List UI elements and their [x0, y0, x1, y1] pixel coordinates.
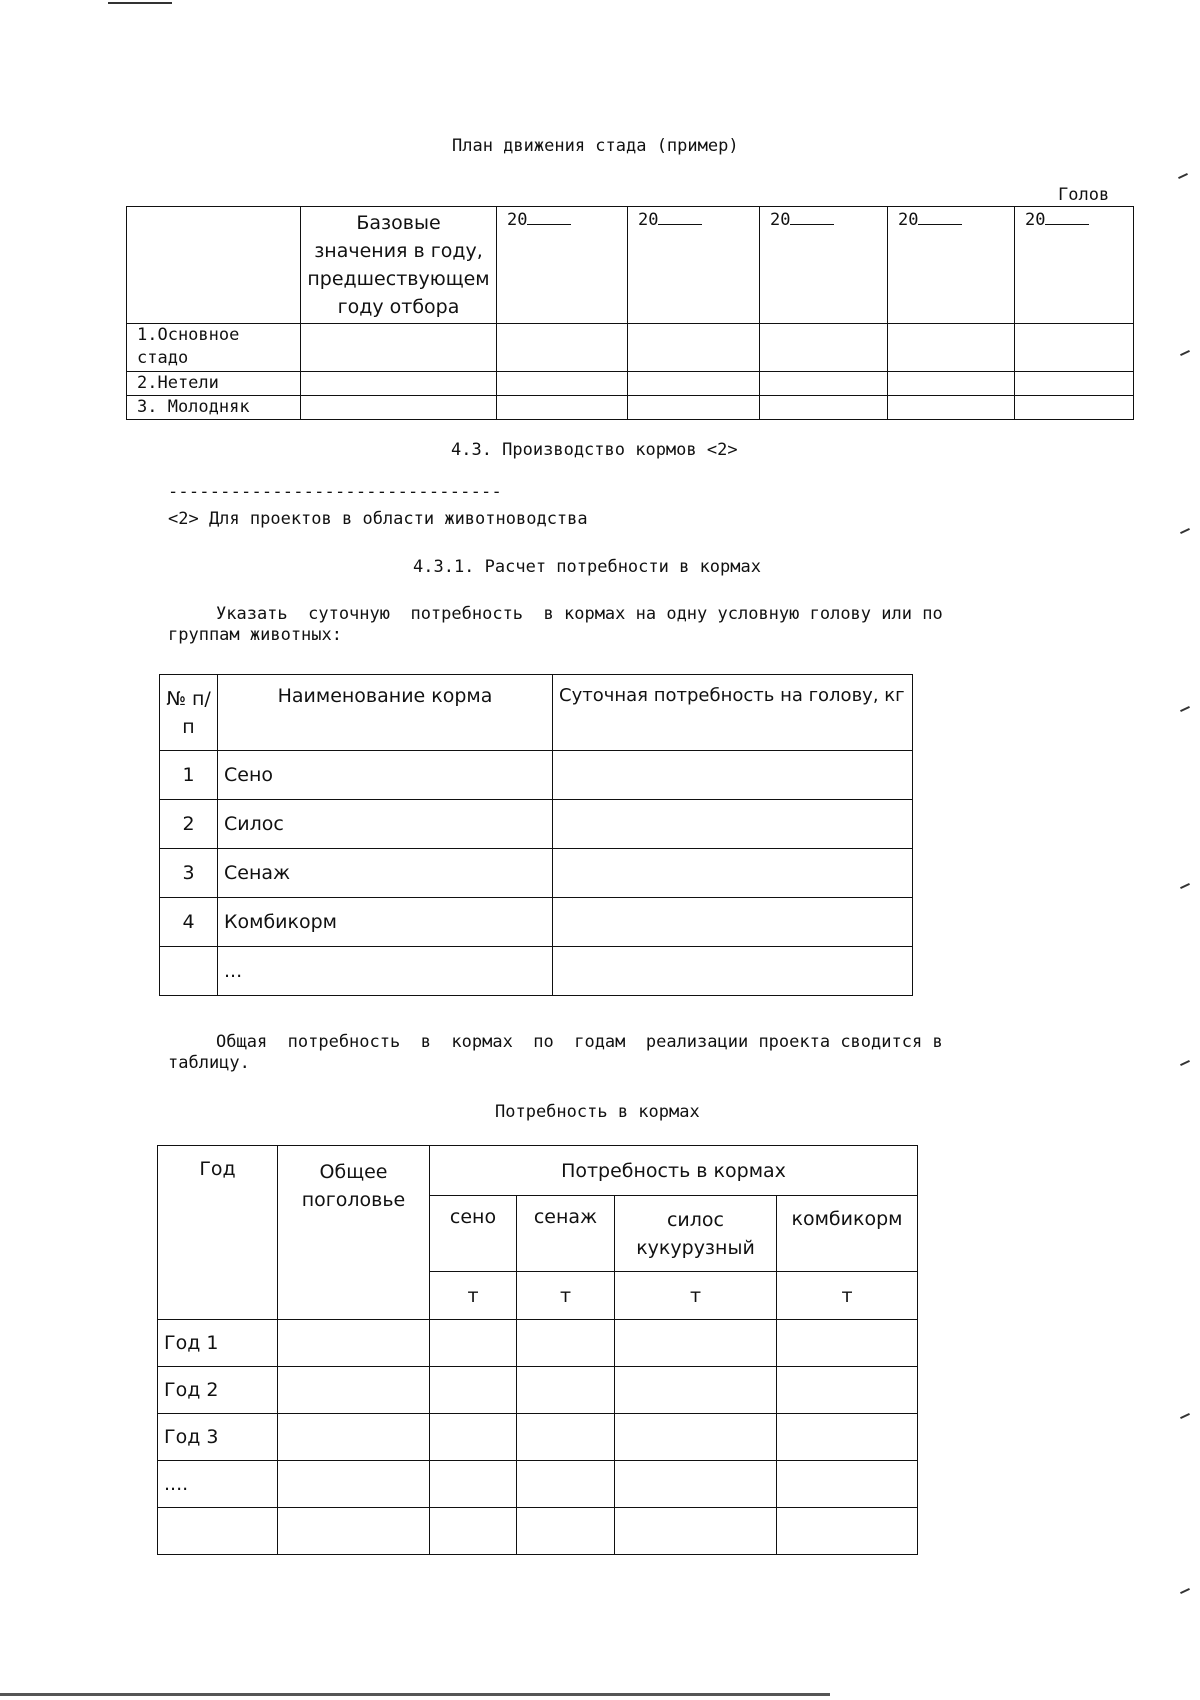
row-num: 1 [160, 751, 218, 800]
unit-cell: т [777, 1272, 918, 1320]
paragraph-line: таблицу. [168, 1053, 250, 1073]
feed-by-year-table [157, 1145, 918, 1555]
col-header-total: Общее поголовье [278, 1146, 430, 1320]
scan-artifact [1178, 173, 1188, 179]
feed-header: комбикорм [777, 1196, 918, 1272]
need-cell [553, 751, 913, 800]
herd-plan-corner-cell [127, 207, 301, 324]
scan-artifact [1180, 1588, 1190, 1594]
need-cell [553, 849, 913, 898]
year-label: Год 3 [158, 1414, 278, 1461]
herd-plan-row-label: 1.Основное стадо [127, 324, 301, 372]
row-num: 3 [160, 849, 218, 898]
herd-plan-row-label: 2.Нетели [127, 372, 301, 396]
herd-plan-year-3: 20 [760, 207, 888, 324]
scan-artifact [1180, 883, 1190, 889]
need-cell [553, 947, 913, 996]
paragraph-line: Общая потребность в кормах по годам реализации проекта сводится в [216, 1032, 943, 1052]
row-num [160, 947, 218, 996]
footnote-text: <2> Для проектов в области животноводства [168, 509, 588, 529]
unit-cell: т [430, 1272, 517, 1320]
feed-name: ... [218, 947, 553, 996]
section-heading: 4.3. Производство кормов <2> [451, 440, 738, 460]
year-label: .... [158, 1461, 278, 1508]
herd-plan-title: План движения стада (пример) [452, 136, 739, 156]
feed-name: Силос [218, 800, 553, 849]
scan-artifact [1180, 1060, 1190, 1066]
scan-artifact [1180, 706, 1190, 712]
col-header-need: Суточная потребность на голову, кг [553, 675, 913, 751]
subsection-heading: 4.3.1. Расчет потребности в кормах [413, 557, 761, 577]
table-title: Потребность в кормах [495, 1102, 700, 1122]
footnote-rule: -------------------------------- [168, 482, 502, 502]
feed-name: Комбикорм [218, 898, 553, 947]
scan-artifact [108, 2, 172, 4]
need-cell [553, 898, 913, 947]
col-header-year: Год [158, 1146, 278, 1320]
herd-plan-year-5: 20 [1015, 207, 1134, 324]
herd-plan-table [126, 206, 1134, 420]
year-label: Год 1 [158, 1320, 278, 1367]
herd-plan-base-header: Базовые значения в году, предшествующем году отбора [301, 207, 497, 324]
row-num: 4 [160, 898, 218, 947]
year-label [158, 1508, 278, 1555]
scan-artifact [1180, 1413, 1190, 1419]
col-header-name: Наименование корма [218, 675, 553, 751]
col-header-group: Потребность в кормах [430, 1146, 918, 1196]
paragraph-line: Указать суточную потребность в кормах на одну условную голову или по [216, 604, 943, 624]
scan-artifact [1180, 528, 1190, 534]
feed-header: сенаж [517, 1196, 615, 1272]
row-num: 2 [160, 800, 218, 849]
herd-plan-row-label: 3. Молодняк [127, 396, 301, 420]
scan-artifact [0, 1693, 830, 1696]
feed-header: силос кукурузный [615, 1196, 777, 1272]
scan-artifact [1180, 350, 1190, 356]
feed-name: Сенаж [218, 849, 553, 898]
feed-name: Сено [218, 751, 553, 800]
need-cell [553, 800, 913, 849]
feed-header: сено [430, 1196, 517, 1272]
herd-plan-year-1: 20 [497, 207, 628, 324]
herd-plan-year-4: 20 [888, 207, 1015, 324]
herd-plan-year-2: 20 [628, 207, 760, 324]
unit-cell: т [517, 1272, 615, 1320]
daily-feed-table [159, 674, 913, 996]
paragraph-line: группам животных: [168, 625, 342, 645]
col-header-num: № п/п [160, 675, 218, 751]
unit-cell: т [615, 1272, 777, 1320]
year-label: Год 2 [158, 1367, 278, 1414]
herd-plan-unit: Голов [1058, 185, 1110, 205]
